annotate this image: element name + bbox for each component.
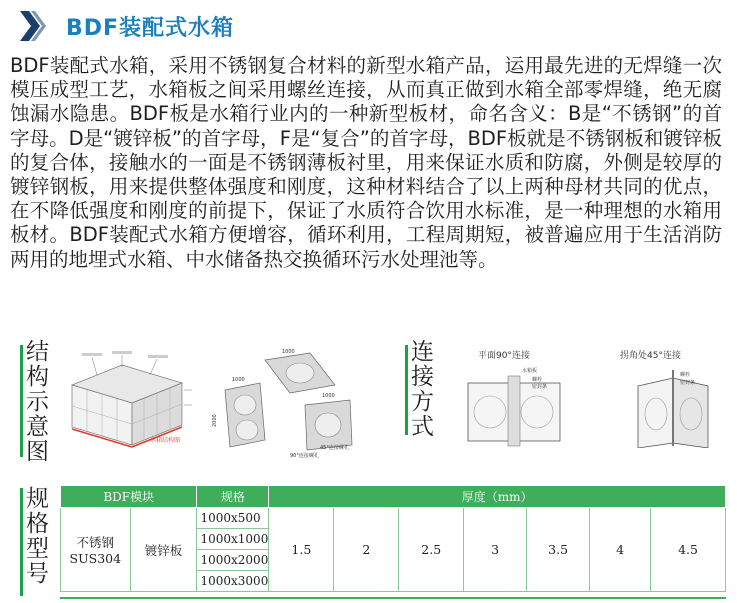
svg-text:密封条: 密封条 xyxy=(680,380,696,386)
spec-section-label: 规 格 型 号 xyxy=(26,486,49,587)
size-cell: 1000x500 xyxy=(197,508,269,529)
size-cell: 1000x2000 xyxy=(197,550,269,571)
section-accent-bar xyxy=(20,488,23,596)
connection-45-diagram xyxy=(608,348,726,448)
svg-text:2000: 2000 xyxy=(212,414,218,427)
chevron-right-icon xyxy=(20,11,46,41)
connection-90-diagram xyxy=(460,348,575,448)
connection-45-caption: 拐角处45°连接 xyxy=(620,351,681,361)
svg-text:螺栓: 螺栓 xyxy=(680,372,691,378)
spec-table xyxy=(60,485,726,592)
connection-section-label: 连 接 方 式 xyxy=(411,339,434,440)
svg-text:45°连接螺孔: 45°连接螺孔 xyxy=(320,445,349,451)
header-module: BDF模块 xyxy=(61,486,197,508)
material-stainless: 不锈钢 SUS304 xyxy=(61,508,131,592)
svg-text:水箱板: 水箱板 xyxy=(522,368,538,374)
thickness-cell: 1.5 xyxy=(269,508,334,592)
page-title: BDF装配式水箱 xyxy=(66,16,235,41)
tank-structure-diagram xyxy=(62,345,202,460)
size-cell: 1000x1000 xyxy=(197,529,269,550)
section-accent-bar xyxy=(405,345,408,435)
svg-text:90°连接螺孔: 90°连接螺孔 xyxy=(290,453,319,459)
section-accent-bar xyxy=(20,345,23,457)
intro-paragraph: BDF装配式水箱，采用不锈钢复合材料的新型水箱产品，运用最先进的无焊缝一次模压成型工艺，水箱板之间采用螺丝连接，从而真正做到水箱全部零焊缝，绝无腐蚀漏水隐患。BDF板是水箱行业内的一种新型板材，命名含义：B是“不锈钢”的首字母。D是“镀锌板”的首字母，F是“复合”的首字母，BDF板就是不锈钢板和镀锌板的复合体，接触水的一面是不锈钢薄板衬里，用来保证水质和防腐，外侧是较厚的镀锌钢板，用来提供整体强度和刚度，这种材料结合了以上两种母材共同的优点，在不降低强度和刚度的前提下，保证了水质符合饮用水标准，是一种理想的水箱用板材。BDF装配式水箱方便增容，循环利用，工程周期短，被普遍应用于生活消防两用的地埋式水箱、中水储备热交换循环污水处理池等。 xyxy=(10,54,722,271)
svg-text:1000: 1000 xyxy=(322,393,335,399)
size-cell: 1000x3000 xyxy=(197,571,269,592)
structure-section-label: 结 构 示 意 图 xyxy=(26,339,49,465)
svg-text:1000: 1000 xyxy=(282,349,295,355)
thickness-cell: 3.5 xyxy=(527,508,590,592)
thickness-cell: 3 xyxy=(464,508,527,592)
header-thickness: 厚度（mm） xyxy=(269,486,726,508)
table-header-row xyxy=(61,486,726,508)
thickness-cell: 2 xyxy=(334,508,399,592)
thickness-cell: 2.5 xyxy=(399,508,464,592)
header-size: 规格 xyxy=(197,486,269,508)
material-galvanized: 镀锌板 xyxy=(130,508,197,592)
table-row xyxy=(61,508,726,529)
svg-text:1000: 1000 xyxy=(232,377,245,383)
svg-text:密封条: 密封条 xyxy=(532,384,548,390)
panel-diagram xyxy=(210,345,360,460)
title-bar xyxy=(0,0,737,52)
thickness-cell: 4.5 xyxy=(651,508,726,592)
table-bottom-rule xyxy=(60,597,726,599)
connection-90-caption: 平面90°连接 xyxy=(478,351,530,361)
structure-red-label: 水箱结构图 xyxy=(150,437,181,444)
svg-text:螺栓: 螺栓 xyxy=(532,377,543,383)
thickness-cell: 4 xyxy=(590,508,651,592)
